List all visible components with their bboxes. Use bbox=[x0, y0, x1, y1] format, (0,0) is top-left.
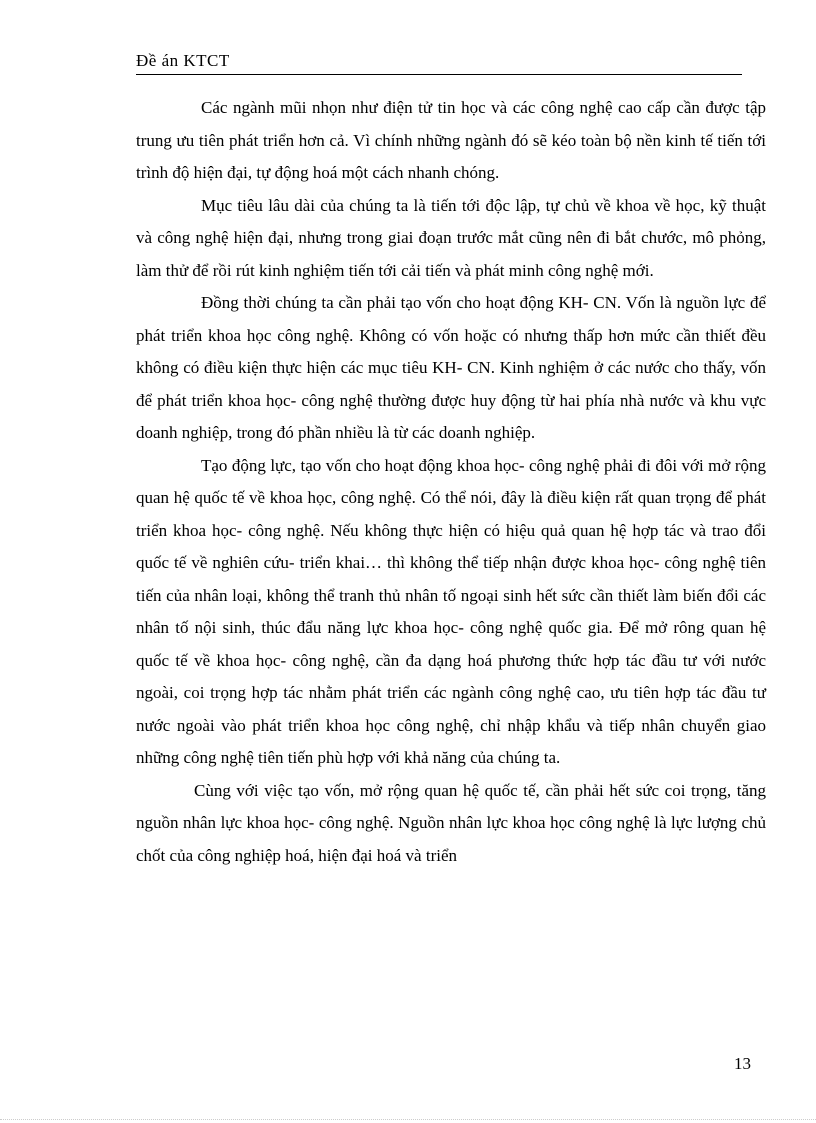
body-text bbox=[136, 92, 766, 872]
paragraph-5: Cùng với việc tạo vốn, mở rộng quan hệ quốc tế, cần phải hết sức coi trọng, tăng nguồn nhân lực khoa học- công nghệ. Nguồn nhân lực khoa học công nghệ là lực lượng chủ chốt của công nghiệp hoá, hiện đại hoá và triển bbox=[136, 780, 766, 865]
paragraph-2: Mục tiêu lâu dài của chúng ta là tiến tới độc lập, tự chủ về khoa về học, kỹ thuật và công nghệ hiện đại, nhưng trong giai đoạn trước mắt cũng nên đi bắt chước, mô phỏng, làm thử để rồi rút kinh nghiệm tiến tới cải tiến và phát minh công nghệ mới. bbox=[136, 195, 766, 280]
paragraph-1: Các ngành mũi nhọn như điện tử tin học và các công nghệ cao cấp cần được tập trung ưu tiên phát triển hơn cả. Vì chính những ngành đó sẽ kéo toàn bộ nền kinh tế tiến tới trình độ hiện đại, tự động hoá một cách nhanh chóng. bbox=[136, 98, 766, 182]
header-title: Đề án KTCT bbox=[136, 51, 230, 70]
paragraph-3: Đồng thời chúng ta cần phải tạo vốn cho hoạt động KH- CN. Vốn là nguồn lực để phát triển khoa học công nghệ. Không có vốn hoặc có nhưng thấp hơn mức cần thiết đều không có điều kiện thực hiện các mục tiêu KH- CN. Kinh nghiệm ở các nước cho thấy, vốn để phát triển khoa học- công nghệ thường được huy động từ hai phía nhà nước và khu vực doanh nghiệp, trong đó phần nhiều là từ các doanh nghiệp. bbox=[136, 293, 766, 442]
page-header bbox=[136, 50, 742, 75]
page-number: 13 bbox=[734, 1054, 751, 1073]
paragraph-4: Tạo động lực, tạo vốn cho hoạt động khoa học- công nghệ phải đi đôi với mở rộng quan hệ quốc tế về khoa học, công nghệ. Có thể nói, đây là điều kiện rất quan trọng để phát triển khoa học- công nghệ. Nếu không thực hiện có hiệu quả quan hệ hợp tác và trao đổi quốc tế về nghiên cứu- triển khai… thì không thể tiếp nhận được khoa học- công nghệ tiên tiến của nhân loại, không thể tranh thủ nhân tố ngoại sinh hết sức cần thiết làm biến đổi các nhân tố nội sinh, thúc đẩu năng lực khoa học- công nghệ quốc gia. Để mở rông quan hệ quốc tế về khoa học- công nghệ, cần đa dạng hoá phương thức hợp tác đầu tư với nước ngoài, coi trọng hợp tác nhằm phát triển các ngành công nghệ cao, ưu tiên hợp tác đầu tư nước ngoài vào phát triển khoa học công nghệ, chỉ nhập khẩu và tiếp nhân chuyển giao những công nghệ tiên tiến phù hợp với khả năng của chúng ta. bbox=[136, 455, 766, 767]
page-bottom-edge bbox=[0, 1119, 816, 1120]
